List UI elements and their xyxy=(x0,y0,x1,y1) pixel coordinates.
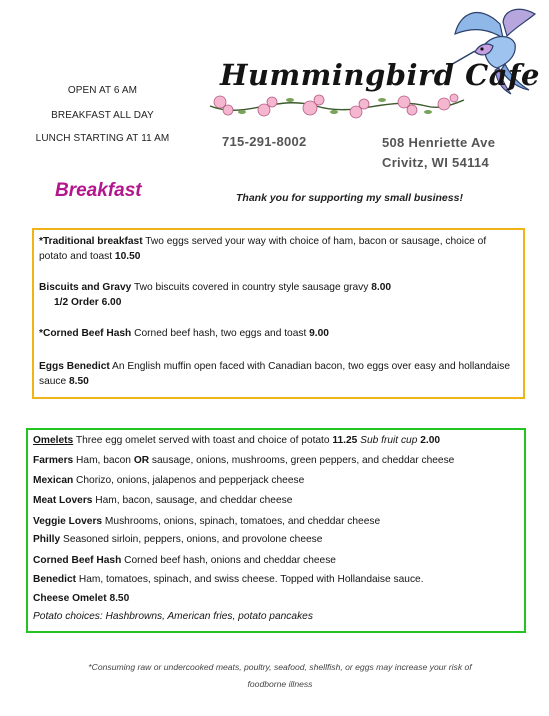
hours-open: OPEN AT 6 AM xyxy=(67,85,138,96)
omelet-or: OR xyxy=(133,455,150,466)
address-city: Crivitz, WI 54114 xyxy=(382,155,489,170)
flower-vine-icon xyxy=(206,88,468,126)
omelet-desc: Ham, tomatoes, spinach, and swiss cheese. Topped with Hollandaise sauce. xyxy=(76,574,424,585)
breakfast-menu-box xyxy=(32,228,525,399)
menu-item-biscuits-half xyxy=(54,295,517,310)
item-price: 8.00 xyxy=(371,282,392,293)
brand-title: Hummingbird Cafe xyxy=(220,58,540,92)
menu-item-corned-beef xyxy=(39,326,517,341)
omelet-desc: Chorizo, onions, jalapenos and pepperjack cheese xyxy=(73,475,305,486)
thanks-note: Thank you for supporting my small business! xyxy=(236,192,463,204)
omelet-name: Mexican xyxy=(33,475,74,486)
item-desc: Two eggs served your way with choice of ham, bacon or sausage, choice of potato and toast xyxy=(39,236,487,262)
omelet-price: 11.25 xyxy=(332,435,358,446)
omelet-name: Philly xyxy=(33,534,61,545)
omelet-name: Farmers xyxy=(33,455,74,466)
item-desc: An English muffin open faced with Canadian bacon, two eggs over easy and hollandaise sauce xyxy=(39,361,510,387)
omelet-benedict xyxy=(33,572,518,587)
omelet-philly xyxy=(33,532,518,547)
potato-choices: Potato choices: Hashbrowns, American fries, potato pancakes xyxy=(33,611,313,622)
omelet-mexican xyxy=(33,473,518,488)
omelet-desc: Seasoned sirloin, peppers, onions, and provolone cheese xyxy=(60,534,323,545)
omelet-name: Benedict xyxy=(33,574,77,585)
omelet-veggie-lovers xyxy=(33,514,518,529)
omelet-heading: Omelets xyxy=(33,435,74,446)
omelet-desc-rest: sausage, onions, mushrooms, green peppers, and cheddar cheese xyxy=(149,455,455,466)
omelet-corned-beef xyxy=(33,553,518,568)
omelet-meat-lovers xyxy=(33,493,518,508)
menu-item-biscuits xyxy=(39,280,517,295)
fruit-cup-price: 2.00 xyxy=(420,435,441,446)
menu-item-eggs-benedict xyxy=(39,359,517,389)
breakfast-title: Breakfast xyxy=(55,180,142,201)
address-street: 508 Henriette Ave xyxy=(382,135,496,150)
item-name: *Corned Beef Hash xyxy=(39,328,132,339)
food-safety-disclaimer: *Consuming raw or undercooked meats, poultry, seafood, shellfish, or eggs may increase your risk of xyxy=(88,662,472,672)
fruit-cup-label: Sub fruit cup xyxy=(360,435,418,446)
omelet-intro xyxy=(33,433,518,448)
food-safety-disclaimer-2: foodborne illness xyxy=(247,679,313,689)
hours-breakfast: BREAKFAST ALL DAY xyxy=(51,110,154,121)
item-name: Eggs Benedict xyxy=(39,361,110,372)
omelet-desc: Ham, bacon, sausage, and cheddar cheese xyxy=(92,495,293,506)
item-price: 10.50 xyxy=(114,251,141,262)
hours-lunch: LUNCH STARTING AT 11 AM xyxy=(35,133,170,144)
menu-item-traditional xyxy=(39,234,517,264)
omelet-name: Corned Beef Hash xyxy=(33,555,122,566)
item-desc: Corned beef hash, two eggs and toast xyxy=(131,328,310,339)
item-half-order: 1/2 Order 6.00 xyxy=(54,297,122,308)
omelet-farmers xyxy=(33,453,518,468)
omelet-desc: Corned beef hash, onions and cheddar cheese xyxy=(121,555,336,566)
item-price: 8.50 xyxy=(69,376,89,387)
item-name: *Traditional breakfast xyxy=(39,236,143,247)
phone-number: 715-291-8002 xyxy=(222,134,307,149)
omelet-desc: Three egg omelet served with toast and choice of potato xyxy=(73,435,333,446)
omelet-desc: Mushrooms, onions, spinach, tomatoes, and cheddar cheese xyxy=(102,516,381,527)
omelet-name: Meat Lovers xyxy=(33,495,93,506)
item-name: Biscuits and Gravy xyxy=(39,282,132,293)
omelet-cheese xyxy=(33,591,518,606)
omelet-desc: Ham, bacon xyxy=(73,455,134,466)
item-price: 9.00 xyxy=(309,328,329,339)
omelet-menu-box xyxy=(26,428,526,633)
omelet-name: Veggie Lovers xyxy=(33,516,103,527)
item-desc: Two biscuits covered in country style sausage gravy xyxy=(131,282,372,293)
omelet-name: Cheese Omelet 8.50 xyxy=(33,593,130,604)
